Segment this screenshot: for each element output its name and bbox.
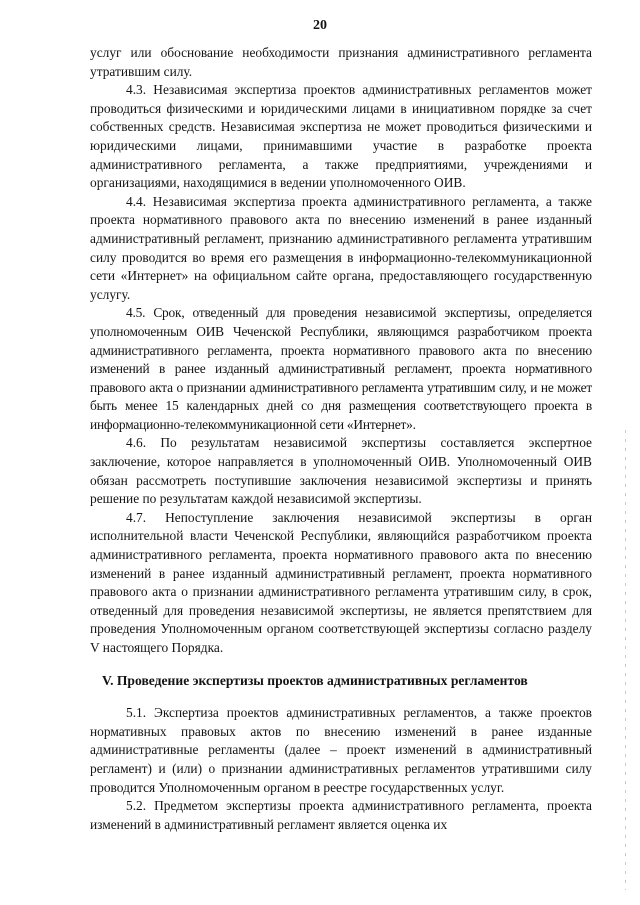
document-body [90,44,592,834]
paragraph-4-3: 4.3. Независимая экспертиза проектов административных регламентов может проводиться физическими и юридическими лицами в инициативном порядке за счет собственных средств. Независимая экспертиза не может проводиться физическими и юридическими лицами, принимавшими участие в разработке проекта административного регламента, а также предприятиями, учреждениями и организациями, находящимися в ведении уполномоченного ОИВ. [90,82,592,191]
paragraph-continuation: услуг или обоснование необходимости признания административного регламента утратившим силу. [90,45,592,79]
paragraph-4-4: 4.4. Независимая экспертиза проекта административного регламента, а также проекта нормативного правового акта по внесению изменений в ранее изданный административный регламент, признанию административного регламента утратившим силу проводится во время его размещения в информационно-телекоммуникационной сети «Интернет» на официальном сайте органа, предоставляющего государственную услугу. [90,193,592,302]
paragraph-4-7: 4.7. Непоступление заключения независимой экспертизы в орган исполнительной власти Чеченской Республики, являющийся разработчиком проекта административного регламента, проекта нормативного правового акта по внесению изменений в ранее изданный административный регламент, проекта нормативного правового акта о признании административного регламента утратившим силу, в срок, отведенный для проведения независимой экспертизы, не является препятствием для проведения Уполномоченным органом соответствующей экспертизы согласно разделу V настоящего Порядка. [90,509,592,655]
paragraph-5-2: 5.2. Предметом экспертизы проекта административного регламента, проекта изменений в административный регламент является оценка их [90,798,592,832]
section-heading: V. Проведение экспертизы проектов административных регламентов [102,672,528,688]
page-number: 20 [313,18,327,33]
paragraph-5-1: 5.1. Экспертиза проектов административных регламентов, а также проектов нормативных правовых актов по внесению изменений в ранее изданные административные регламенты (далее – проект изменений в административный регламент) и (или) о признании административных регламентов утратившими силу проводится Уполномоченным органом в реестре государственных услуг. [90,705,592,795]
paragraph-4-5: 4.5. Срок, отведенный для проведения независимой экспертизы, определяется уполномоченным ОИВ Чеченской Республики, являющимся разработчиком проекта административного регламента, проекта нормативного правового акта по внесению изменений в ранее изданный административный регламент, проекта нормативного правового акта о признании административного регламента утратившим силу, и не может быть менее 15 календарных дней со дня размещения соответствующего проекта в информационно-телекоммуникационной сети «Интернет». [90,305,592,432]
scan-edge-mark [625,430,626,890]
paragraph-4-6: 4.6. По результатам независимой экспертизы составляется экспертное заключение, которое направляется в уполномоченный ОИВ. Уполномоченный ОИВ обязан рассмотреть поступившие заключения независимой экспертизы и принять решение по результатам каждой независимой экспертизы. [90,435,592,507]
